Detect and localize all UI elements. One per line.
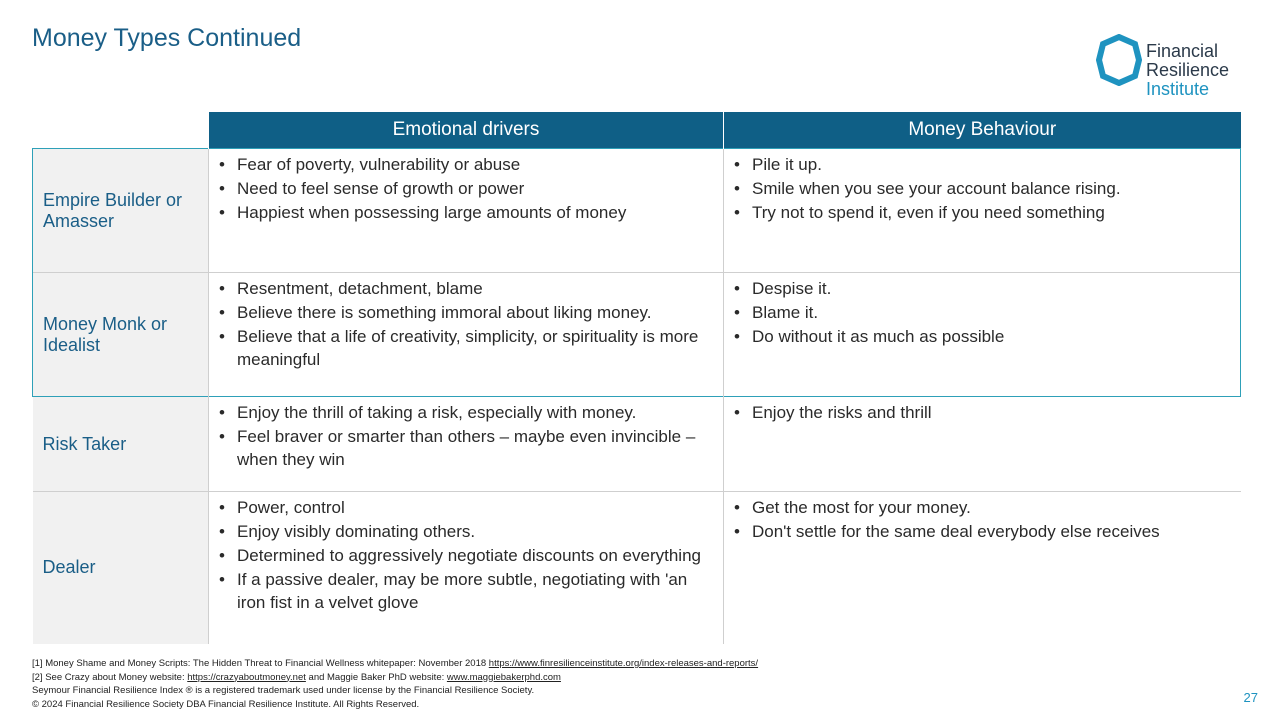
- row-label: Empire Builder or Amasser: [33, 149, 209, 273]
- logo-wordmark: [1146, 42, 1229, 99]
- drivers-cell: [209, 273, 724, 397]
- list-item: • Fear of poverty, vulnerability or abuse: [217, 153, 715, 176]
- footnote-2: [32, 671, 758, 685]
- behaviour-cell: [724, 149, 1241, 273]
- list-item: • Despise it.: [732, 277, 1232, 300]
- list-item: • Believe that a life of creativity, simplicity, or spirituality is more meaningful: [217, 325, 715, 371]
- table-row: [33, 149, 1241, 273]
- list-item: • If a passive dealer, may be more subtle, negotiating with 'an iron fist in a velvet glove: [217, 568, 715, 614]
- list-item: • Smile when you see your account balance rising.: [732, 177, 1232, 200]
- table-row: [33, 273, 1241, 397]
- table-row: [33, 492, 1241, 644]
- list-item: • Feel braver or smarter than others – maybe even invincible – when they win: [217, 425, 715, 471]
- logo-line-3: Institute: [1146, 79, 1210, 99]
- table-header-row: [33, 112, 1241, 149]
- header-emotional-drivers: Emotional drivers: [209, 112, 724, 149]
- list-item: • Get the most for your money.: [732, 496, 1233, 519]
- footer-notes: [32, 657, 758, 711]
- list-item: • Try not to spend it, even if you need something: [732, 201, 1232, 224]
- logo-line-2: Resilience: [1146, 60, 1230, 80]
- list-item: • Enjoy visibly dominating others.: [217, 520, 715, 543]
- drivers-cell: [209, 149, 724, 273]
- header-blank-cell: [33, 112, 209, 149]
- octagon-logo-icon: [1096, 34, 1142, 86]
- drivers-cell: [209, 397, 724, 492]
- finresilience-link[interactable]: https://www.finresilienceinstitute.org/index-releases-and-reports/: [488, 658, 759, 669]
- row-label: Dealer: [33, 492, 209, 644]
- footnote-1: [32, 657, 758, 671]
- maggiebaker-link[interactable]: www.maggiebakerphd.com: [446, 671, 561, 683]
- drivers-cell: [209, 492, 724, 644]
- list-item: • Determined to aggressively negotiate discounts on everything: [217, 544, 715, 567]
- list-item: • Do without it as much as possible: [732, 325, 1232, 348]
- page-title: Money Types Continued: [32, 24, 302, 52]
- list-item: • Power, control: [217, 496, 715, 519]
- trademark-notice: Seymour Financial Resilience Index ® is a registered trademark used under license by the Financial Resilience Society.: [32, 685, 535, 696]
- logo-line-1: Financial: [1146, 41, 1219, 61]
- behaviour-cell: [724, 397, 1241, 492]
- money-types-table: [32, 112, 1241, 644]
- list-item: • Don't settle for the same deal everybody else receives: [732, 520, 1233, 543]
- list-item: • Need to feel sense of growth or power: [217, 177, 715, 200]
- footnote-2-text-b: and Maggie Baker PhD website:: [305, 671, 447, 683]
- page-number: 27: [1243, 690, 1258, 705]
- behaviour-cell: [724, 492, 1241, 644]
- institute-logo: [1096, 34, 1246, 100]
- row-label: Risk Taker: [33, 397, 209, 492]
- list-item: • Happiest when possessing large amounts of money: [217, 201, 715, 224]
- list-item: • Believe there is something immoral about liking money.: [217, 301, 715, 324]
- header-money-behaviour: Money Behaviour: [724, 112, 1241, 149]
- behaviour-cell: [724, 273, 1241, 397]
- row-label: Money Monk or Idealist: [33, 273, 209, 397]
- copyright-notice: © 2024 Financial Resilience Society DBA Financial Resilience Institute. All Rights Reserved.: [32, 698, 420, 710]
- table-row: [33, 397, 1241, 492]
- footnote-2-text-a: [2] See Crazy about Money website:: [32, 671, 188, 683]
- footnote-1-text: [1] Money Shame and Money Scripts: The Hidden Threat to Financial Wellness whitepaper: November 2018: [32, 658, 489, 669]
- list-item: • Blame it.: [732, 301, 1232, 324]
- list-item: • Enjoy the risks and thrill: [732, 401, 1233, 424]
- list-item: • Enjoy the thrill of taking a risk, especially with money.: [217, 401, 715, 424]
- list-item: • Resentment, detachment, blame: [217, 277, 715, 300]
- crazyaboutmoney-link[interactable]: https://crazyaboutmoney.net: [187, 671, 306, 683]
- list-item: • Pile it up.: [732, 153, 1232, 176]
